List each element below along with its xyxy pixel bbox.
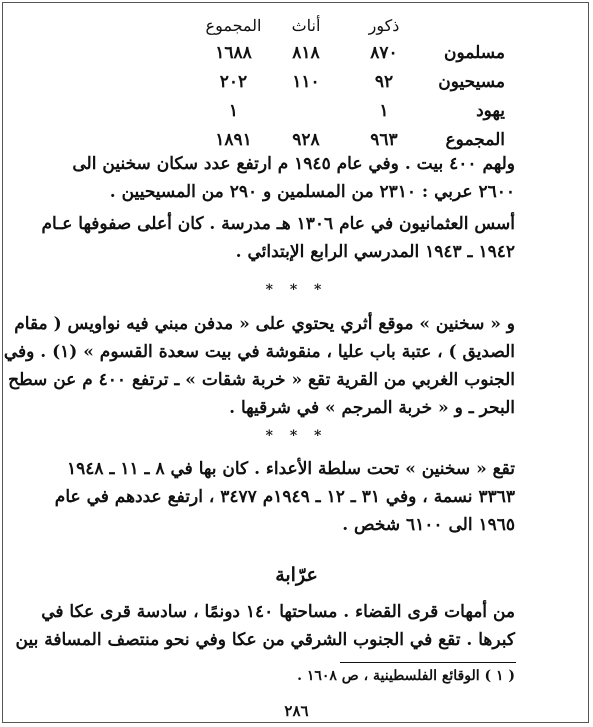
table-header-blank	[423, 12, 505, 38]
table-header-row	[200, 12, 505, 38]
table-cell: ١	[228, 100, 239, 121]
table-cell: المجموع	[445, 129, 505, 150]
text-line: ولهم ٤٠٠ بيت . وفي عام ١٩٤٥ م ارتفع عدد سكان سخنين الى	[72, 154, 515, 174]
table-cell: ١٨٩١	[215, 129, 252, 150]
table-header-females: أناث	[291, 15, 321, 35]
text-line: ٢٦٠٠ عربي : ٢٣١٠ من المسلمين و ٢٩٠ من المسيحيين .	[109, 182, 515, 202]
footnote: ( ١ ) الوقائع الفلسطينية ، ص ١٦٠٨ .	[297, 668, 515, 684]
text-line: تقع « سخنين » تحت سلطة الأعداء . كان بها في ٨ ـ ١١ ـ ١٩٤٨	[67, 459, 515, 479]
paragraph-occupation	[54, 455, 515, 539]
paragraph-population-1945	[72, 150, 515, 206]
table-header-males: ذكور	[368, 15, 400, 35]
paragraph-archaeology	[3, 310, 515, 422]
footnote-divider	[340, 662, 516, 663]
table-cell: ١١٠	[292, 71, 320, 92]
table-cell: مسيحيون	[438, 71, 505, 92]
text-line: و « سخنين » موقع أثري يحتوي على « مدفن مبني فيه نواويس ( مقام	[14, 314, 515, 334]
table-cell: ٨٧٠	[370, 42, 398, 63]
text-line: البحر ـ و « خربة المرجم » في شرقيها .	[229, 398, 515, 418]
paragraph-school	[41, 210, 515, 266]
table-cell: ١٦٨٨	[215, 42, 252, 63]
table-cell: ٩٦٣	[370, 129, 398, 150]
table-cell: ١	[379, 100, 389, 121]
table-cell: ٩٢٨	[292, 129, 320, 150]
text-line: ١٩٦٥ الى ٦١٠٠ شخص .	[342, 515, 515, 535]
text-line: الجنوب الغربي من القرية تقع « خربة شقات » ـ ترتفع ٤٠٠ م عن سطح	[8, 370, 515, 390]
table-cell	[267, 96, 345, 125]
table-row	[200, 96, 505, 125]
text-line: كبرها . تقع في الجنوب الشرقي من عكا وفي نحو منتصف المسافة بين	[15, 630, 515, 650]
paragraph-arrabeh	[15, 598, 515, 654]
text-line: أسس العثمانيون في عام ١٣٠٦ هـ مدرسة . كان أعلى صفوفها عـام	[41, 214, 515, 234]
table-cell: ٨١٨	[292, 42, 320, 63]
section-heading: عرّابة	[275, 564, 318, 586]
text-line: ١٩٤٢ ـ ١٩٤٣ المدرسي الرابع الإبتدائي .	[235, 242, 515, 262]
table-row	[200, 38, 505, 67]
table-cell: ٩٢	[374, 71, 394, 92]
section-separator: * * *	[265, 282, 328, 298]
table-cell: مسلمون	[444, 42, 505, 63]
table-cell: يهود	[476, 100, 505, 121]
section-separator: * * *	[265, 428, 328, 444]
text-line: من أمهات قرى القضاء . مساحتها ١٤٠ دونمًا ، سادسة قرى عكا في	[41, 602, 515, 622]
population-table	[200, 12, 505, 154]
page-number: ٢٨٦	[284, 702, 309, 720]
text-line: ٣٣٦٣ نسمة ، وفي ٣١ ـ ١٢ ـ ١٩٤٩م ٣٤٧٧ ، ارتفع عددهم في عام	[54, 487, 515, 507]
text-line: الصديق ) ، عتبة باب عليا ، منقوشة في بيت سعدة القسوم » (١) . وفي	[3, 342, 515, 362]
table-cell: ٢٠٢	[219, 71, 248, 92]
table-row	[200, 67, 505, 96]
table-header-total: المجموع	[205, 15, 262, 35]
